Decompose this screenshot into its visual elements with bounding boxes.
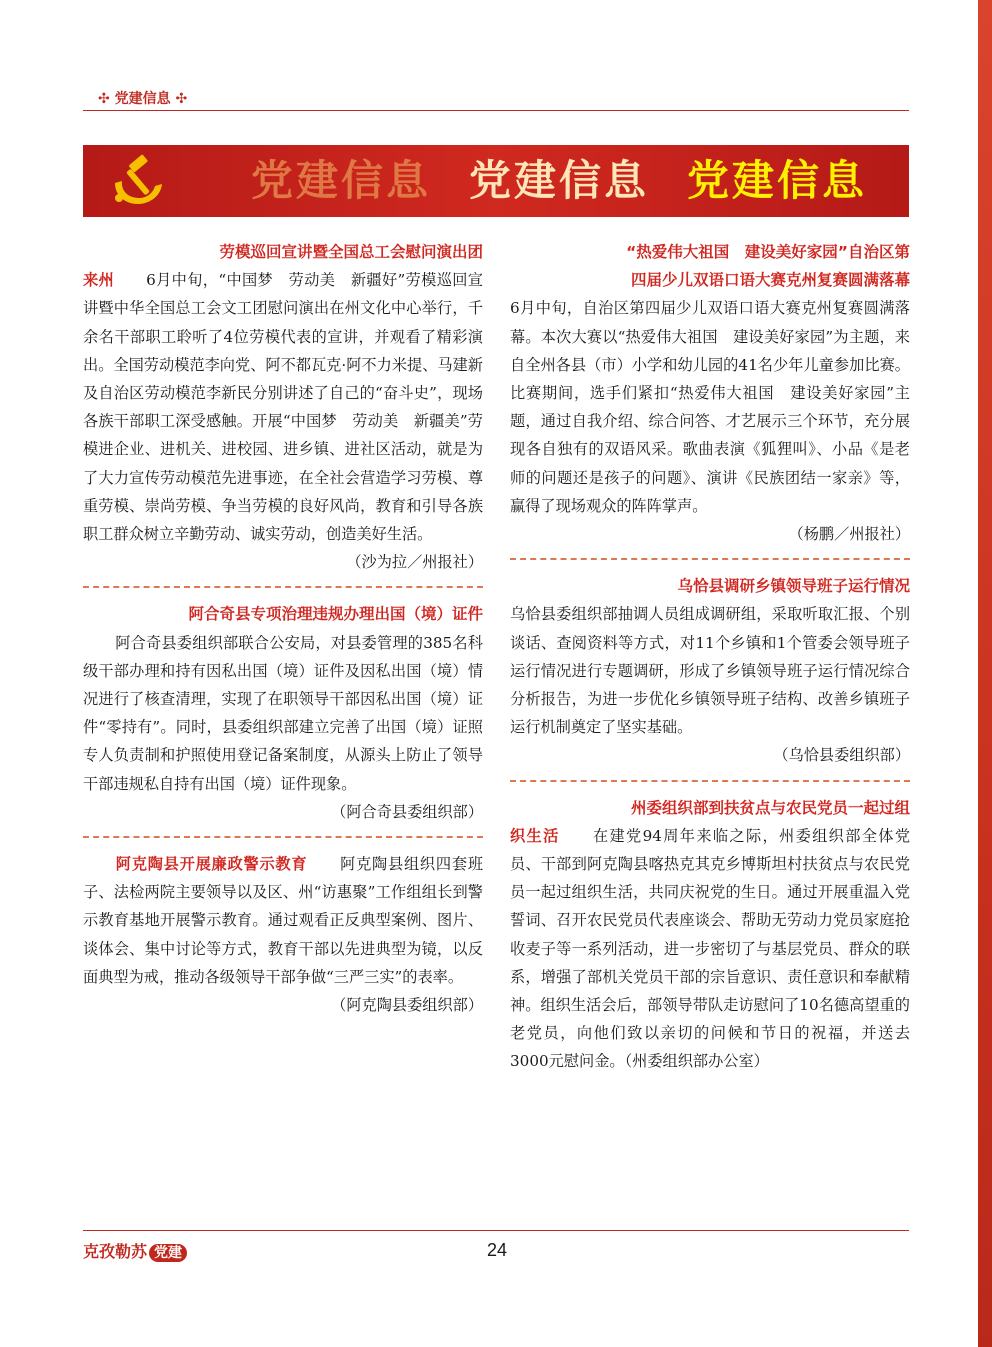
- footer-rule: [83, 1230, 909, 1231]
- article-text: 阿克陶县组织四套班子、法检两院主要领导以及区、州“访惠聚”工作组组长到警示教育基地开展警示教育。通过观看正反典型案例、图片、谈体会、集中讨论等方式，教育干部以先进典型为镜，以反面典型为戒，推动各级领导干部争做“三严三实”的表率。: [83, 855, 484, 986]
- footer-brand-pill: 党建: [149, 1244, 187, 1262]
- article-byline: （阿克陶县委组织部）: [331, 996, 483, 1015]
- article-bilingual-contest: [510, 238, 910, 548]
- article-wuqia-survey: [510, 572, 910, 769]
- dashed-divider: [83, 836, 483, 838]
- article-byline: （沙为拉／州报社）: [346, 553, 483, 572]
- article-title: 乌恰县调研乡镇领导班子运行情况: [677, 577, 910, 596]
- article-text: 在建党94周年来临之际，州委组织部全体党员、干部到阿克陶县喀热克其克乡博斯坦村扶贫点与农民党员一起过组织生活，共同庆祝党的生日。通过开展重温入党誓词、召开农民党员代表座谈会、帮助无劳动力党员家庭抢收麦子等一系列活动，进一步密切了与基层党员、群众的联系，增强了部机关党员干部的宗旨意识、责任意识和奉献精神。组织生活会后，部领导带队走访慰问了10名德高望重的老党员，向他们致以亲切的问候和节日的祝福，并送去3000元慰问金。: [510, 826, 911, 1071]
- article-akqi-passports: [83, 600, 483, 826]
- article-title-cont: 四届少儿双语口语大赛克州复赛圆满落幕: [630, 271, 910, 290]
- article-body: [83, 266, 483, 576]
- article-body: [510, 294, 910, 548]
- article-title: 阿合奇县专项治理违规办理出国（境）证件: [188, 605, 483, 624]
- article-title: “热爱伟大祖国 建设美好家园”自治区第: [626, 243, 910, 261]
- left-column: [83, 238, 483, 1019]
- section-label: ✣ 党建信息 ✣: [98, 91, 188, 107]
- article-byline: （乌恰县委组织部）: [773, 746, 910, 765]
- article-labor-model: [83, 238, 483, 576]
- banner-title-3: 党建信息: [687, 156, 868, 205]
- dashed-divider: [510, 558, 910, 560]
- dashed-divider: [510, 780, 910, 782]
- article-byline: （阿合奇县委组织部）: [331, 802, 483, 821]
- article-byline: （州委组织部办公室）: [624, 1052, 769, 1071]
- header-rule: [83, 110, 909, 111]
- article-title: 州委组织部到扶贫点与农民党员一起过组: [630, 798, 910, 817]
- article-byline: （杨鹏／州报社）: [788, 525, 910, 544]
- article-title: 阿克陶县开展廉政警示教育: [115, 855, 308, 874]
- article-body: [83, 629, 483, 826]
- article-title: 劳模巡回宣讲暨全国总工会慰问演出团: [219, 243, 483, 261]
- article-text: 6月中旬，自治区第四届少儿双语口语大赛克州复赛圆满落幕。本次大赛以“热爱伟大祖国 建设美好家园”为主题，来自全州各县（市）小学和幼儿园的41名少年儿童参加比赛。比赛期间，选手们紧扣“热爱伟大祖国 建设美好家园”主题，通过自我介绍、综合问答、才艺展示三个环节，充分展现各自独有的双语风采。歌曲表演《狐狸叫》、小品《是老师的问题还是孩子的问题》、演讲《民族团结一家亲》等，赢得了现场观众的阵阵掌声。: [510, 299, 910, 515]
- banner-title-1: 党建信息: [251, 156, 432, 205]
- article-body: [83, 850, 483, 1019]
- article-text: 6月中旬，“中国梦 劳动美 新疆好”劳模巡回宣讲暨中华全国总工会文工团慰问演出在州文化中心举行，千余名干部职工聆听了4位劳模代表的宣讲，并观看了精彩演出。全国劳动模范李向党、阿不都瓦克·阿不力米提、马建新及自治区劳动模范李新民分别讲述了自己的“奋斗史”，现场各族干部职工深受感触。开展“中国梦 劳动美 新疆美”劳模进企业、进机关、进校园、进乡镇、进社区活动，就是为了大力宣传劳动模范先进事迹，在全社会营造学习劳模、尊重劳模、崇尚劳模、争当劳模的良好风尚，教育和引导各族职工群众树立辛勤劳动、诚实劳动，创造美好生活。: [83, 271, 483, 544]
- article-text: 阿合奇县委组织部联合公安局，对县委管理的385名科级干部办理和持有因私出国（境）证件及因私出国（境）情况进行了核查清理，实现了在职领导干部因私出国（境）证件“零持有”。同时，县委组织部建立完善了出国（境）证照专人负责制和护照使用登记备案制度，从源头上防止了领导干部违规私自持有出国（境）证件现象。: [83, 633, 483, 793]
- article-title-cont: 织生活: [510, 826, 560, 845]
- footer-brand-text: 克孜勒苏: [83, 1242, 148, 1261]
- section-banner: [83, 145, 909, 217]
- right-column: [510, 238, 910, 1076]
- article-text: 乌恰县委组织部抽调人员组成调研组，采取听取汇报、个别谈话、查阅资料等方式，对11个乡镇和1个管委会领导班子运行情况进行专题调研，形成了乡镇领导班子运行情况综合分析报告，为进一步优化乡镇领导班子结构、改善乡镇班子运行机制奠定了坚实基础。: [510, 605, 910, 737]
- article-body: [510, 822, 910, 1076]
- article-organization-life: [510, 794, 910, 1076]
- hammer-sickle-icon: [105, 153, 167, 209]
- page-number: 24: [486, 1240, 508, 1260]
- article-title-cont: 来州: [83, 271, 115, 290]
- article-aktau-warning-education: [83, 850, 483, 1019]
- dashed-divider: [83, 586, 483, 588]
- banner-title-2: 党建信息: [469, 156, 650, 205]
- side-color-stripe: [978, 0, 992, 1347]
- footer-brand: [83, 1239, 187, 1262]
- article-body: [510, 600, 910, 769]
